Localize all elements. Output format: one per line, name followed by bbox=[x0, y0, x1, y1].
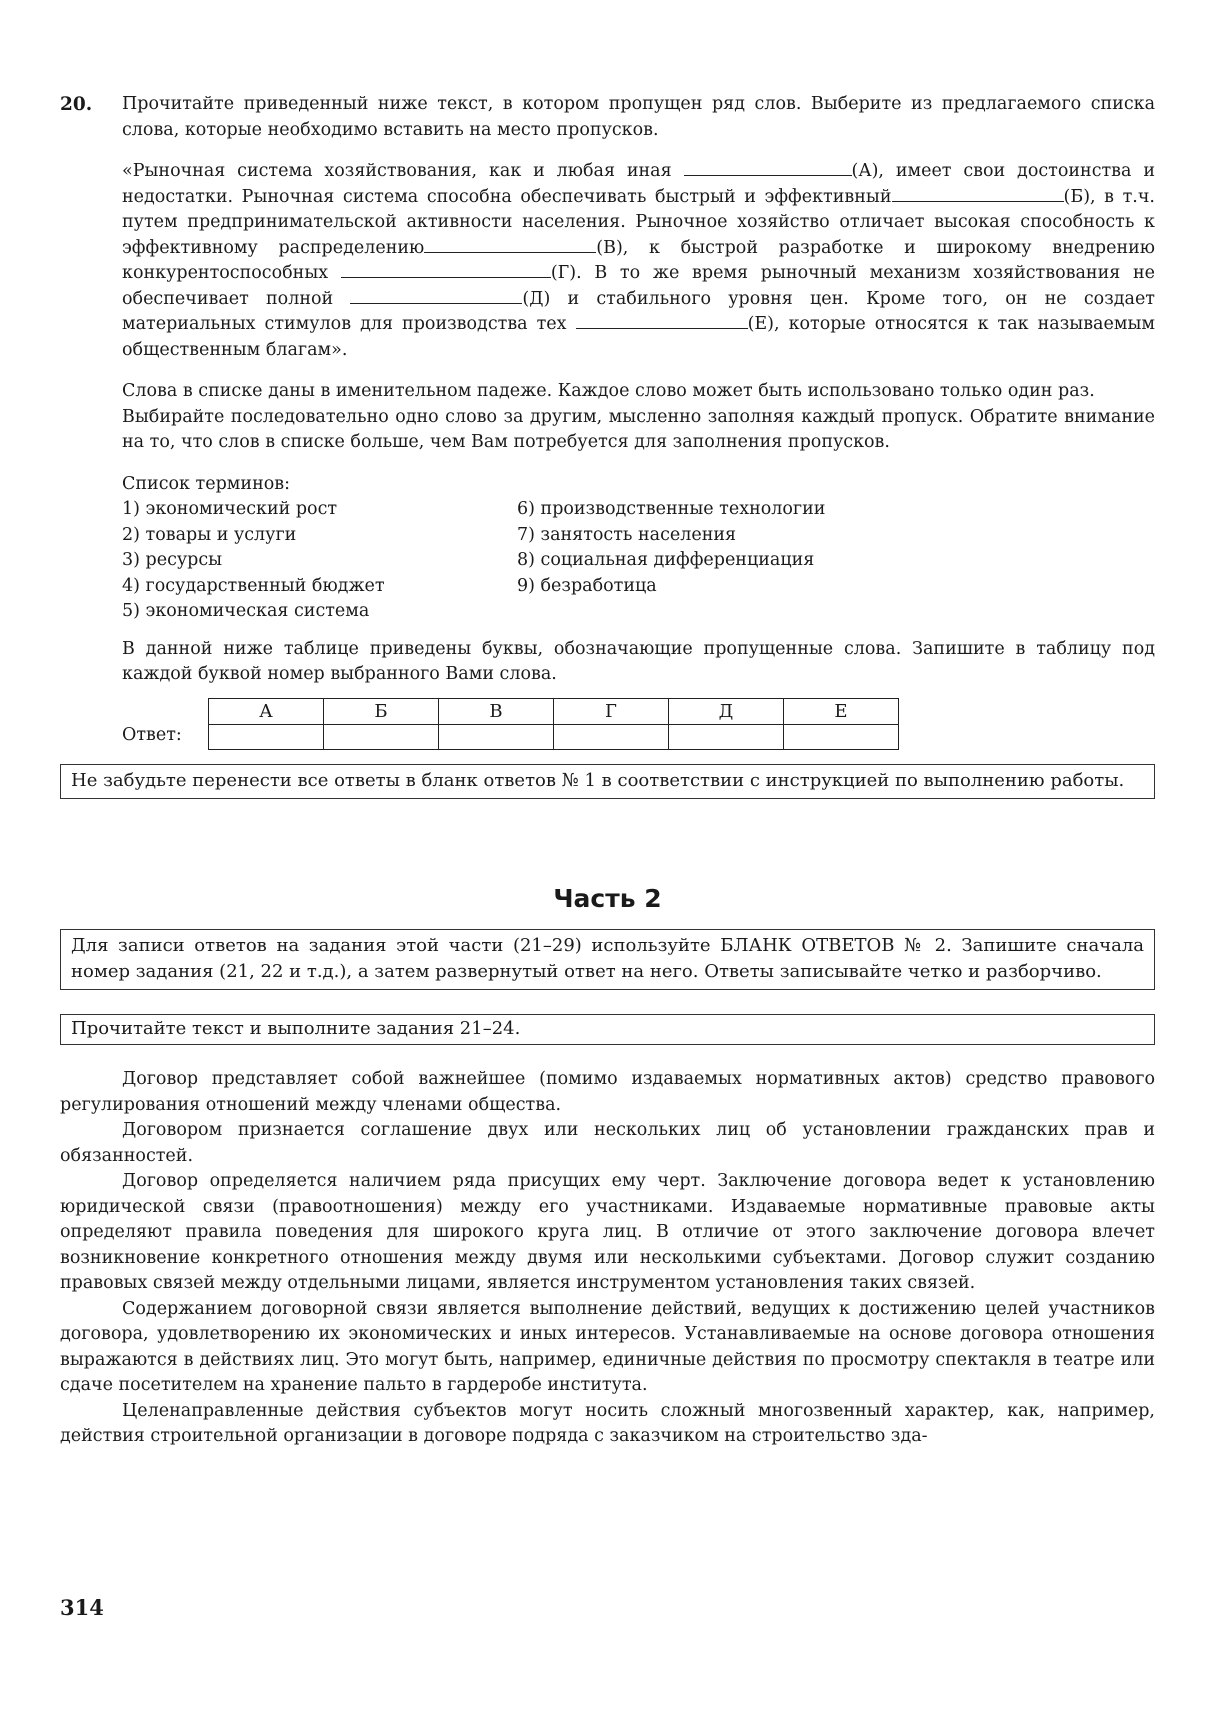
term-item: 6) производственные технологии bbox=[517, 499, 826, 519]
term-item: 5) экономическая система bbox=[122, 601, 370, 621]
term-item: 1) экономический рост bbox=[122, 499, 338, 519]
answer-area bbox=[122, 698, 1155, 751]
part2-instruction-box: Для записи ответов на задания этой части (21–29) используйте БЛАНК ОТВЕТОВ № 2. Запишите сначала номер задания (21, 22 и т.д.), а затем развернутый ответ на него. Ответы записывайте четко и разборчиво. bbox=[60, 929, 1155, 990]
term-item: 4) государственный бюджет bbox=[122, 575, 385, 596]
task-quote: «Рыночная система хозяйствования, как и любая иная (А), имеет свои достоинства и недостатки. Рыночная система способна обеспечивать быстрый и эффективный (Б), в т.ч. путем предпринимательской активности населения. Рыночное хозяйство отличает высокая способность к эффективному распределению (В), к быстрой разработке и широкому внедрению конкурентоспособных (Г). В то же время рыночный механизм хозяйствования не обеспечивает полной (Д) и стабильного уровня цен. Кроме того, он не создает материальных стимулов для производства тех (Е), которые относятся к так называемым общественным благам». bbox=[122, 161, 1156, 360]
answer-cell-g[interactable] bbox=[554, 725, 669, 750]
terms-column-1 bbox=[122, 497, 517, 625]
task-20 bbox=[60, 92, 1155, 750]
read-task-box: Прочитайте текст и выполните задания 21–24. bbox=[60, 1014, 1155, 1045]
task-number: 20. bbox=[60, 94, 93, 115]
table-instruction: В данной ниже таблице приведены буквы, обозначающие пропущенные слова. Запишите в таблицу под каждой буквой номер выбранного Вами слова. bbox=[122, 638, 1155, 684]
task-intro: Прочитайте приведенный ниже текст, в котором пропущен ряд слов. Выберите из предлагаемого списка слова, которые необходимо вставить на место пропусков. bbox=[122, 94, 1155, 140]
answer-cell-a[interactable] bbox=[209, 725, 324, 750]
answer-header-row bbox=[209, 698, 899, 725]
letter-cell: Б bbox=[324, 698, 439, 725]
gap-b[interactable] bbox=[892, 185, 1064, 202]
answer-cell-v[interactable] bbox=[439, 725, 554, 750]
reading-paragraph: Содержанием договорной связи является выполнение действий, ведущих к достижению целей участников договора, удовлетворению их экономических и иных интересов. Устанавливаемые на основе договора отношения выражаются в действиях лиц. Это могут быть, например, единичные действия по просмотру спектакля в театре или сдаче посетителем на хранение пальто в гардеробе института. bbox=[60, 1298, 1155, 1395]
answer-cell-d[interactable] bbox=[669, 725, 784, 750]
terms-column-2 bbox=[517, 497, 937, 625]
answer-label: Ответ: bbox=[122, 725, 182, 745]
reading-paragraph: Договор представляет собой важнейшее (помимо издаваемых нормативных актов) средство правового регулирования отношений между членами общества. bbox=[60, 1069, 1155, 1115]
answer-input-row bbox=[209, 725, 899, 750]
term-item: 7) занятость населения bbox=[517, 524, 737, 545]
reading-paragraph: Договором признается соглашение двух или нескольких лиц об установлении гражданских прав и обязанностей. bbox=[60, 1120, 1155, 1166]
gap-e[interactable] bbox=[576, 312, 748, 329]
reading-paragraph: Целенаправленные действия субъектов могут носить сложный многозвенный характер, как, например, действия строительной организации в договоре подряда с заказчиком на строительство зда- bbox=[60, 1400, 1155, 1446]
page-content bbox=[60, 92, 1155, 1450]
page-number: 314 bbox=[60, 1595, 104, 1620]
instruction-case: Слова в списке даны в именительном падеже. Каждое слово может быть использовано только один раз. bbox=[122, 381, 1095, 401]
term-item: 8) социальная дифференциация bbox=[517, 550, 815, 570]
part-title: Часть 2 bbox=[553, 884, 662, 913]
term-item: 2) товары и услуги bbox=[122, 524, 297, 545]
term-item: 9) безработица bbox=[517, 575, 657, 596]
answer-cell-b[interactable] bbox=[324, 725, 439, 750]
letter-cell: Д bbox=[669, 698, 784, 725]
gap-g[interactable] bbox=[341, 261, 551, 278]
letter-cell: Е bbox=[784, 698, 899, 725]
letter-cell: В bbox=[439, 698, 554, 725]
letter-cell: А bbox=[209, 698, 324, 725]
answer-table bbox=[208, 698, 899, 751]
letter-cell: Г bbox=[554, 698, 669, 725]
gap-a[interactable] bbox=[684, 159, 852, 176]
terms-list bbox=[122, 497, 1155, 625]
terms-caption: Список терминов: bbox=[122, 473, 291, 494]
gap-d[interactable] bbox=[350, 287, 522, 304]
instruction-sequence: Выбирайте последовательно одно слово за другим, мысленно заполняя каждый пропуск. Обратите внимание на то, что слов в списке больше, чем Вам потребуется для заполнения пропусков. bbox=[122, 406, 1155, 452]
reading-paragraph: Договор определяется наличием ряда присущих ему черт. Заключение договора ведет к установлению юридической связи (правоотношения) между его участниками. Издаваемые нормативные правовые акты определяют правила поведения для широкого круга лиц. В отличие от этого заключение договора влечет возникновение конкретного отношения между двумя или несколькими субъектами. Договор служит созданию правовых связей между отдельными лицами, является инструментом установления таких связей. bbox=[60, 1171, 1155, 1293]
reading-text bbox=[60, 1067, 1155, 1450]
gap-v[interactable] bbox=[424, 236, 596, 253]
term-item: 3) ресурсы bbox=[122, 550, 223, 570]
answer-cell-e[interactable] bbox=[784, 725, 899, 750]
reminder-box: Не забудьте перенести все ответы в бланк ответов № 1 в соответствии с инструкцией по выполнению работы. bbox=[60, 764, 1155, 799]
